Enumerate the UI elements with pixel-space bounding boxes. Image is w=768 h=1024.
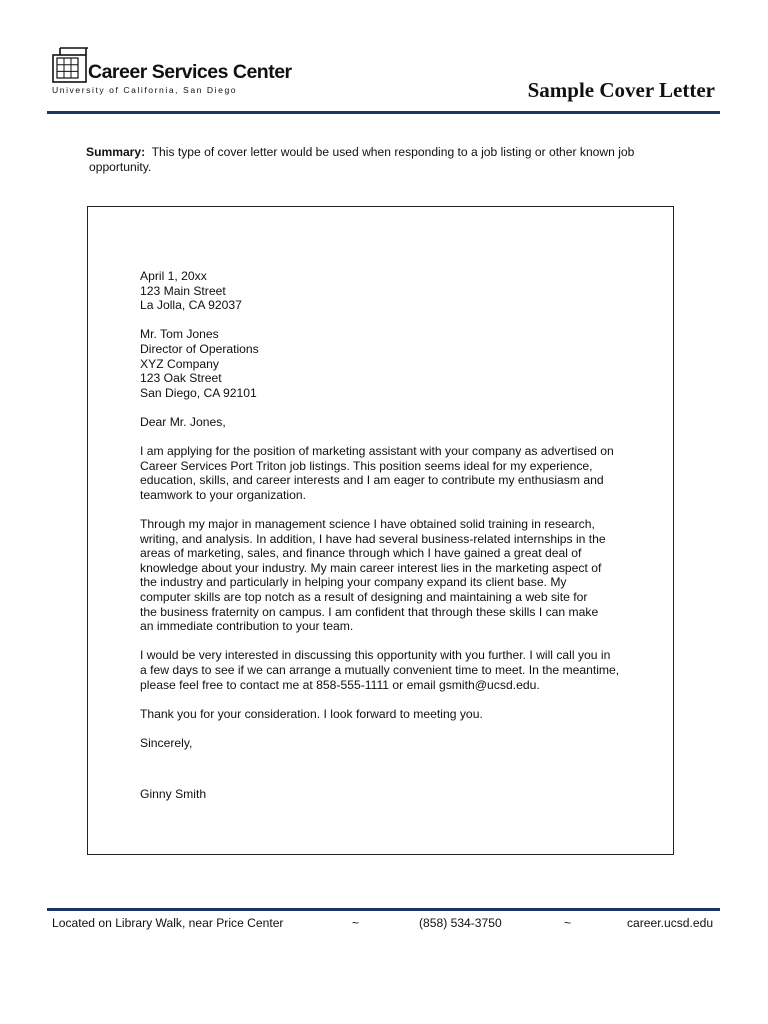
footer-phone: (858) 534-3750: [419, 916, 502, 930]
footer-separator: ~: [352, 916, 360, 930]
sender-city: La Jolla, CA 92037: [140, 298, 242, 313]
recipient-block: [140, 327, 640, 400]
signature: Ginny Smith: [140, 786, 207, 801]
page-title: Sample Cover Letter: [527, 78, 715, 102]
recipient-title: Director of Operations: [140, 341, 259, 356]
paragraph-line: education, skills, and career interests and I am eager to contribute my enthusiasm and: [140, 473, 604, 488]
paragraph-line: areas of marketing, sales, and finance through which I have gained a great deal of: [140, 546, 582, 561]
letter-body: [140, 269, 640, 801]
summary-text-line1: This type of cover letter would be used when responding to a job listing or other known job: [151, 145, 635, 159]
paragraph-line: knowledge about your industry. My main career interest lies in the marketing aspect of: [140, 560, 602, 575]
recipient-company: XYZ Company: [140, 356, 219, 371]
paragraph-line: teamwork to your organization.: [140, 487, 307, 502]
footer-divider: [47, 908, 720, 911]
salutation: Dear Mr. Jones,: [140, 414, 226, 429]
paragraph-line: Through my major in management science I have obtained solid training in research,: [140, 517, 595, 532]
paragraph-line: I am applying for the position of marketing assistant with your company as advertised on: [140, 444, 614, 459]
recipient-city: San Diego, CA 92101: [140, 385, 257, 400]
summary-label: Summary:: [86, 145, 146, 159]
footer-separator: ~: [564, 916, 572, 930]
footer-website[interactable]: career.ucsd.edu: [627, 916, 714, 930]
paragraph-1: [140, 444, 640, 502]
paragraph-line: Career Services Port Triton job listings. This position seems ideal for my experience,: [140, 458, 593, 473]
summary-text-line2: opportunity.: [89, 160, 152, 174]
logo-subtitle: University of California, San Diego: [52, 85, 238, 95]
paragraph-line: please feel free to contact me at 858-555-1111 or email gsmith@ucsd.edu.: [140, 677, 540, 692]
paragraph-line: I would be very interested in discussing this opportunity with you further. I will call you in: [140, 648, 611, 663]
recipient-name: Mr. Tom Jones: [140, 327, 219, 342]
recipient-street: 123 Oak Street: [140, 371, 222, 386]
footer-location: Located on Library Walk, near Price Center: [52, 916, 284, 930]
paragraph-line: the industry and particularly in helping your company expand its client base. My: [140, 575, 567, 590]
paragraph-line: an immediate contribution to your team.: [140, 619, 354, 634]
header-divider: [47, 111, 720, 114]
paragraph-line: writing, and analysis. In addition, I have had several business-related internships in the: [140, 531, 606, 546]
building-grid-icon: [52, 47, 88, 83]
paragraph-line: the business fraternity on campus. I am confident that through these skills I can make: [140, 604, 599, 619]
summary: [86, 145, 686, 175]
letter-date: April 1, 20xx: [140, 269, 207, 283]
logo-title: Career Services Center: [88, 61, 292, 83]
thanks-line: Thank you for your consideration. I look forward to meeting you.: [140, 706, 483, 721]
sender-block: [140, 269, 640, 313]
sender-street: 123 Main Street: [140, 283, 226, 298]
paragraph-3: [140, 648, 640, 692]
paragraph-2: [140, 517, 640, 634]
closing: Sincerely,: [140, 736, 193, 750]
paragraph-line: computer skills are top notch as a result of designing and maintaining a web site for: [140, 590, 588, 605]
paragraph-line: a few days to see if we can arrange a mutually convenient time to meet. In the meantime,: [140, 663, 620, 678]
